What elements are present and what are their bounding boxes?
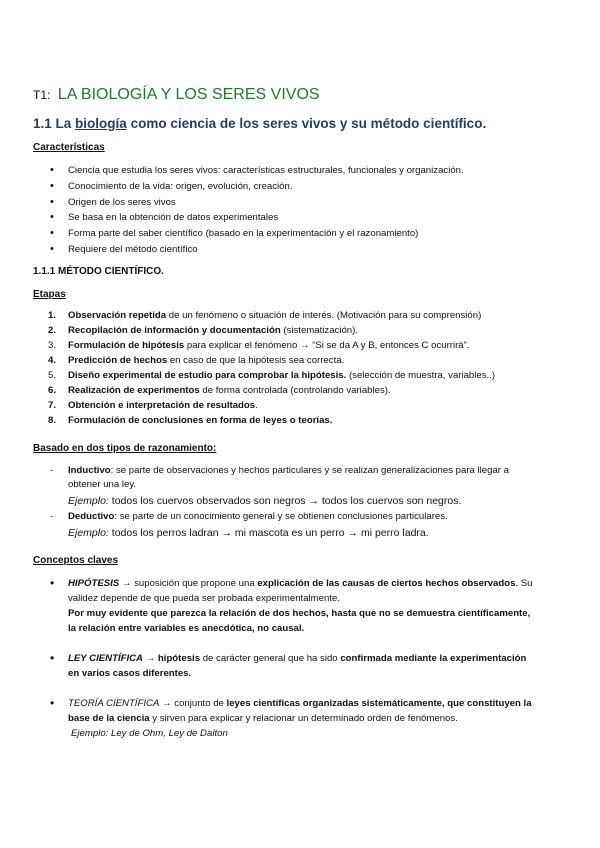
section-heading-rest: como ciencia de los seres vivos y su método científico. bbox=[130, 116, 487, 131]
inductivo-item: - Inductivo: se parte de observaciones y hechos particulares y se realizan generalizaciones para llegar a obtener una ley. Ejemplo: todos los cuervos observados son negros → todos los cuervos son negros. bbox=[0, 464, 538, 510]
section-underlined-word: biología bbox=[75, 116, 127, 131]
document-title bbox=[33, 86, 320, 104]
section-number: 1.1 La bbox=[33, 116, 72, 131]
list-item: • Forma parte del saber científico (basado en la experimentación y el razonamiento) bbox=[0, 226, 548, 242]
conceptos-list bbox=[0, 576, 538, 636]
list-item: 6. Realización de experimentos de forma controlada (controlando variables). bbox=[48, 385, 391, 396]
razonamiento-list bbox=[0, 464, 538, 542]
teoria-list bbox=[0, 696, 538, 741]
list-item: • Origen de los seres vivos bbox=[0, 195, 548, 211]
list-item: • Conocimiento de la vida: origen, evolución, creación. bbox=[0, 179, 548, 195]
list-item: • Ciencia que estudia los seres vivos: características estructurales, funcionales y organización. bbox=[0, 163, 548, 179]
hipotesis-item: • HIPÓTESIS → suposición que propone una explicación de las causas de ciertos hechos observados. Su validez depende de que pueda ser probada experimentalmente. Por muy evidente que parezca la relación de dos hechos, hasta que no se demuestra científicamente, la relación entre variables es anecdótica, no causal. bbox=[0, 576, 538, 636]
caracteristicas-list bbox=[0, 163, 548, 258]
razonamiento-heading: Basado en dos tipos de razonamiento: bbox=[33, 443, 217, 454]
hipotesis-note: Por muy evidente que parezca la relación de dos hechos, hasta que no se demuestra científicamente, la relación entre variables es anecdótica, no causal. bbox=[68, 608, 531, 634]
list-item: • Requiere del método científico bbox=[0, 242, 548, 258]
inductivo-example: Ejemplo: todos los cuervos observados son negros → todos los cuervos son negros. bbox=[68, 495, 462, 507]
list-item: • Se basa en la obtención de datos experimentales bbox=[0, 210, 548, 226]
list-item: 3. Formulación de hipótesis para explicar el fenómeno → “Si se da A y B, entonces C ocurrirá”. bbox=[48, 340, 470, 351]
list-item: 4. Predicción de hechos en caso de que la hipótesis sea correcta. bbox=[48, 355, 345, 366]
conceptos-heading: Conceptos claves bbox=[33, 555, 119, 566]
list-item: 2. Recopilación de información y documentación (sistematización). bbox=[48, 325, 359, 336]
metodo-heading: 1.1.1 MÉTODO CIENTÍFICO. bbox=[33, 266, 164, 277]
caracteristicas-heading: Características bbox=[33, 142, 105, 153]
teoria-item: • TEORÍA CIENTÍFICA → conjunto de leyes científicas organizadas sistemáticamente, que constituyen la base de la ciencia y sirven para explicar y relacionar un determinado orden de fenómenos. Ejemplo: Ley de Ohm, Ley de Dalton bbox=[0, 696, 538, 741]
topic-title: LA BIOLOGÍA Y LOS SERES VIVOS bbox=[57, 86, 320, 103]
section-heading-1-1 bbox=[33, 116, 486, 131]
deductivo-item: - Deductivo: se parte de un conocimiento general y se obtienen conclusiones particulares. Ejemplo: todos los perros ladran → mi mascota es un perro → mi perro ladra. bbox=[0, 510, 538, 542]
deductivo-example: Ejemplo: todos los perros ladran → mi mascota es un perro → mi perro ladra. bbox=[68, 527, 429, 539]
list-item: 5. Diseño experimental de estudio para comprobar la hipótesis. (selección de muestra, variables..) bbox=[48, 370, 496, 381]
ley-item: • LEY CIENTÍFICA → hipótesis de carácter general que ha sido confirmada mediante la experimentación en varios casos diferentes. bbox=[50, 651, 527, 679]
teoria-example: Ejemplo: Ley de Ohm, Ley de Dalton bbox=[71, 728, 228, 739]
etapas-heading: Etapas bbox=[33, 289, 66, 300]
list-item: 7. Obtención e interpretación de resultados. bbox=[48, 400, 258, 411]
ley-list bbox=[0, 651, 538, 681]
list-item: 8. Formulación de conclusiones en forma de leyes o teorías. bbox=[48, 415, 333, 426]
topic-number: T1: bbox=[33, 88, 51, 102]
etapas-list bbox=[0, 308, 548, 428]
list-item: 1. Observación repetida de un fenómeno o situación de interés. (Motivación para su comprensión) bbox=[48, 310, 482, 321]
